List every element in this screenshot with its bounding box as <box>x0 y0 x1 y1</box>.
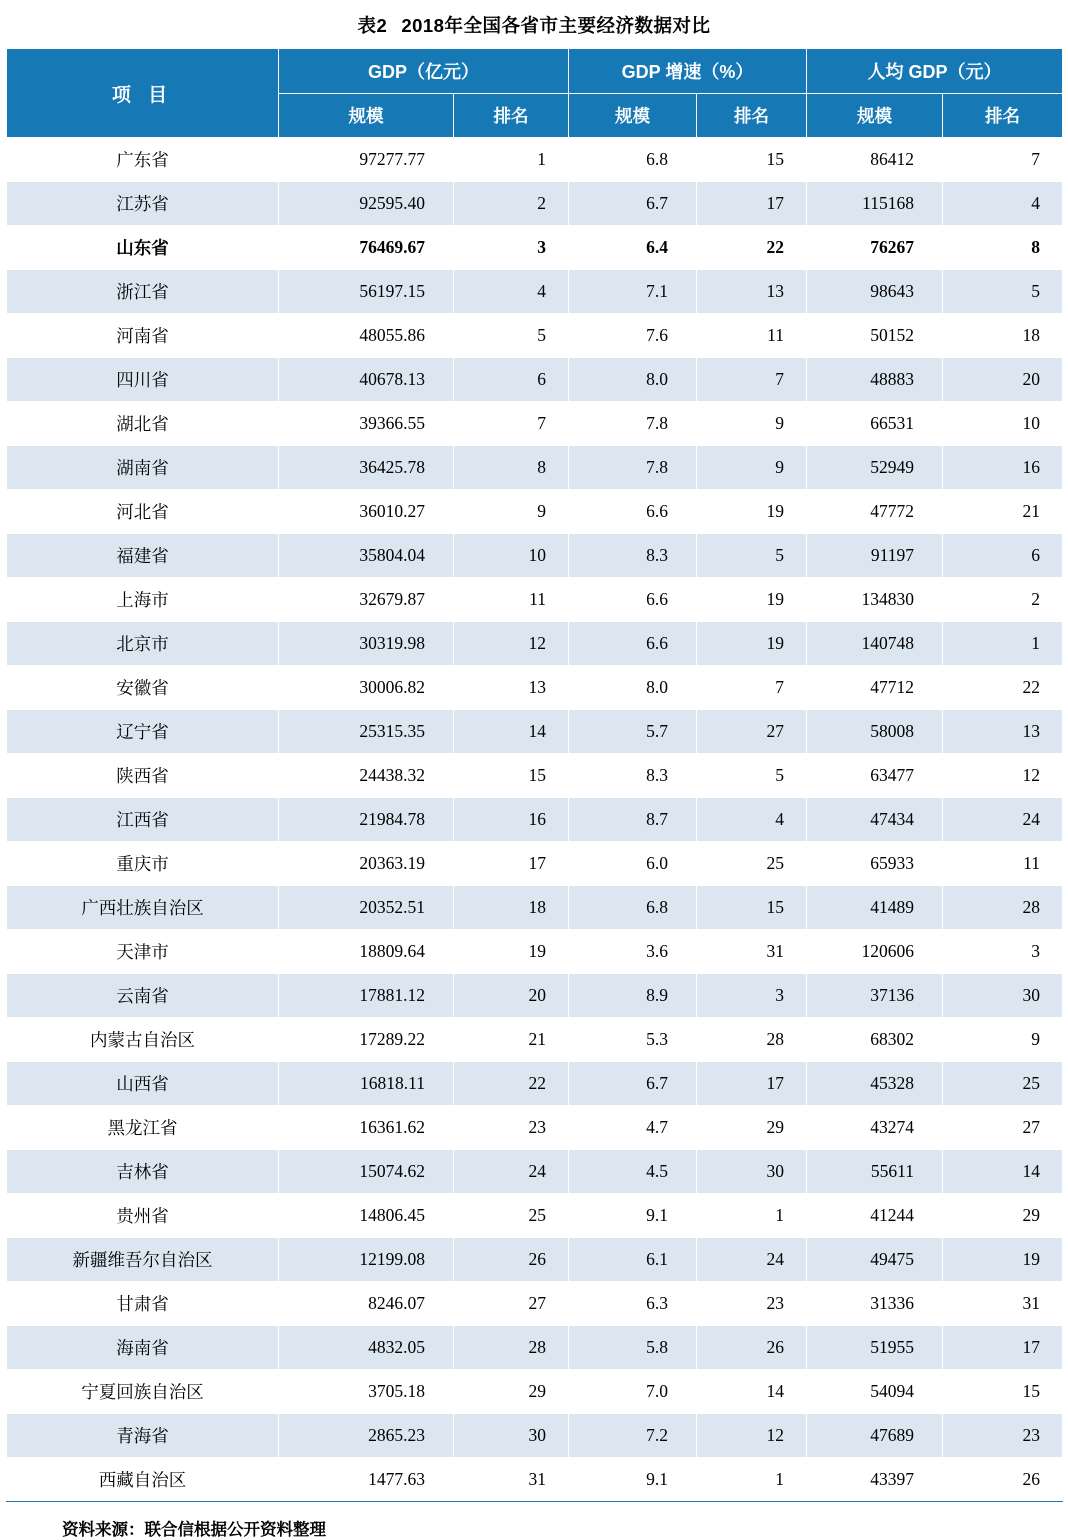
row-growth-rank: 13 <box>697 270 807 314</box>
row-percapita-value: 47772 <box>807 490 943 534</box>
row-percapita-rank: 11 <box>943 842 1063 886</box>
row-percapita-value: 63477 <box>807 754 943 798</box>
table-row <box>7 1238 1063 1282</box>
row-province-name: 江苏省 <box>7 182 279 226</box>
row-gdp-rank: 3 <box>454 226 569 270</box>
row-growth-rank: 7 <box>697 666 807 710</box>
row-percapita-value: 86412 <box>807 138 943 182</box>
row-gdp-rank: 11 <box>454 578 569 622</box>
row-gdp-value: 35804.04 <box>279 534 454 578</box>
row-growth-value: 6.6 <box>569 622 697 666</box>
row-growth-value: 5.7 <box>569 710 697 754</box>
table-row <box>7 974 1063 1018</box>
row-gdp-value: 17881.12 <box>279 974 454 1018</box>
table-row <box>7 578 1063 622</box>
row-gdp-rank: 15 <box>454 754 569 798</box>
table-row <box>7 490 1063 534</box>
row-growth-value: 7.6 <box>569 314 697 358</box>
row-percapita-rank: 4 <box>943 182 1063 226</box>
header-item: 项 目 <box>7 49 279 138</box>
row-growth-value: 6.4 <box>569 226 697 270</box>
row-province-name: 江西省 <box>7 798 279 842</box>
row-growth-value: 8.0 <box>569 666 697 710</box>
table-row <box>7 710 1063 754</box>
table-row <box>7 402 1063 446</box>
row-gdp-rank: 5 <box>454 314 569 358</box>
row-growth-value: 7.8 <box>569 446 697 490</box>
row-province-name: 浙江省 <box>7 270 279 314</box>
row-gdp-rank: 30 <box>454 1414 569 1458</box>
row-growth-rank: 19 <box>697 622 807 666</box>
row-gdp-rank: 14 <box>454 710 569 754</box>
table-row <box>7 886 1063 930</box>
row-gdp-rank: 6 <box>454 358 569 402</box>
table-row <box>7 1194 1063 1238</box>
row-province-name: 天津市 <box>7 930 279 974</box>
row-percapita-value: 140748 <box>807 622 943 666</box>
row-gdp-value: 36425.78 <box>279 446 454 490</box>
table-header-row-groups <box>7 49 1063 94</box>
row-gdp-rank: 23 <box>454 1106 569 1150</box>
row-growth-rank: 22 <box>697 226 807 270</box>
row-percapita-value: 120606 <box>807 930 943 974</box>
table-caption-number: 表2 <box>357 15 388 36</box>
row-gdp-rank: 4 <box>454 270 569 314</box>
row-gdp-value: 76469.67 <box>279 226 454 270</box>
row-province-name: 北京市 <box>7 622 279 666</box>
row-growth-value: 5.3 <box>569 1018 697 1062</box>
row-gdp-value: 40678.13 <box>279 358 454 402</box>
row-province-name: 山西省 <box>7 1062 279 1106</box>
row-growth-rank: 14 <box>697 1370 807 1414</box>
row-growth-value: 6.6 <box>569 490 697 534</box>
row-growth-value: 8.3 <box>569 754 697 798</box>
row-growth-value: 6.6 <box>569 578 697 622</box>
row-growth-value: 8.7 <box>569 798 697 842</box>
row-gdp-rank: 12 <box>454 622 569 666</box>
row-gdp-value: 48055.86 <box>279 314 454 358</box>
row-gdp-value: 24438.32 <box>279 754 454 798</box>
row-growth-rank: 24 <box>697 1238 807 1282</box>
row-province-name: 海南省 <box>7 1326 279 1370</box>
row-growth-rank: 29 <box>697 1106 807 1150</box>
row-growth-value: 6.0 <box>569 842 697 886</box>
row-percapita-rank: 26 <box>943 1458 1063 1502</box>
row-growth-rank: 19 <box>697 578 807 622</box>
row-percapita-value: 58008 <box>807 710 943 754</box>
row-gdp-value: 14806.45 <box>279 1194 454 1238</box>
row-gdp-rank: 17 <box>454 842 569 886</box>
row-gdp-rank: 2 <box>454 182 569 226</box>
row-percapita-value: 41244 <box>807 1194 943 1238</box>
row-growth-rank: 7 <box>697 358 807 402</box>
row-percapita-rank: 14 <box>943 1150 1063 1194</box>
row-growth-rank: 5 <box>697 754 807 798</box>
row-growth-rank: 4 <box>697 798 807 842</box>
row-gdp-value: 12199.08 <box>279 1238 454 1282</box>
header-group-gdp-per-capita: 人均 GDP（元） <box>807 49 1063 94</box>
row-percapita-rank: 1 <box>943 622 1063 666</box>
row-growth-value: 7.1 <box>569 270 697 314</box>
row-percapita-rank: 20 <box>943 358 1063 402</box>
row-growth-value: 4.7 <box>569 1106 697 1150</box>
row-province-name: 甘肃省 <box>7 1282 279 1326</box>
row-percapita-rank: 17 <box>943 1326 1063 1370</box>
row-gdp-rank: 29 <box>454 1370 569 1414</box>
row-percapita-rank: 16 <box>943 446 1063 490</box>
row-gdp-rank: 26 <box>454 1238 569 1282</box>
row-growth-value: 3.6 <box>569 930 697 974</box>
row-percapita-value: 31336 <box>807 1282 943 1326</box>
row-province-name: 安徽省 <box>7 666 279 710</box>
row-gdp-rank: 24 <box>454 1150 569 1194</box>
row-province-name: 上海市 <box>7 578 279 622</box>
row-province-name: 黑龙江省 <box>7 1106 279 1150</box>
table-row <box>7 666 1063 710</box>
row-gdp-value: 36010.27 <box>279 490 454 534</box>
table-row <box>7 182 1063 226</box>
row-gdp-value: 8246.07 <box>279 1282 454 1326</box>
row-province-name: 贵州省 <box>7 1194 279 1238</box>
row-growth-rank: 31 <box>697 930 807 974</box>
row-gdp-value: 15074.62 <box>279 1150 454 1194</box>
row-gdp-value: 32679.87 <box>279 578 454 622</box>
row-percapita-value: 50152 <box>807 314 943 358</box>
row-province-name: 云南省 <box>7 974 279 1018</box>
row-province-name: 河北省 <box>7 490 279 534</box>
row-growth-rank: 12 <box>697 1414 807 1458</box>
row-growth-rank: 9 <box>697 446 807 490</box>
table-row <box>7 1106 1063 1150</box>
row-growth-rank: 26 <box>697 1326 807 1370</box>
row-growth-value: 6.1 <box>569 1238 697 1282</box>
row-province-name: 青海省 <box>7 1414 279 1458</box>
row-province-name: 河南省 <box>7 314 279 358</box>
row-gdp-rank: 25 <box>454 1194 569 1238</box>
row-percapita-value: 54094 <box>807 1370 943 1414</box>
table-row <box>7 622 1063 666</box>
row-growth-rank: 19 <box>697 490 807 534</box>
row-percapita-rank: 6 <box>943 534 1063 578</box>
row-percapita-rank: 7 <box>943 138 1063 182</box>
row-province-name: 内蒙古自治区 <box>7 1018 279 1062</box>
row-gdp-rank: 31 <box>454 1458 569 1502</box>
row-growth-rank: 25 <box>697 842 807 886</box>
row-percapita-value: 49475 <box>807 1238 943 1282</box>
table-row <box>7 930 1063 974</box>
row-gdp-rank: 8 <box>454 446 569 490</box>
table-row <box>7 798 1063 842</box>
row-province-name: 陕西省 <box>7 754 279 798</box>
row-growth-value: 6.3 <box>569 1282 697 1326</box>
row-gdp-value: 3705.18 <box>279 1370 454 1414</box>
row-percapita-rank: 3 <box>943 930 1063 974</box>
row-growth-rank: 30 <box>697 1150 807 1194</box>
header-group-gdp: GDP（亿元） <box>279 49 569 94</box>
table-caption-title: 2018年全国各省市主要经济数据对比 <box>401 15 711 36</box>
row-growth-value: 9.1 <box>569 1458 697 1502</box>
row-percapita-rank: 30 <box>943 974 1063 1018</box>
row-percapita-value: 55611 <box>807 1150 943 1194</box>
row-percapita-value: 65933 <box>807 842 943 886</box>
row-percapita-value: 43274 <box>807 1106 943 1150</box>
table-row <box>7 226 1063 270</box>
table-row <box>7 1062 1063 1106</box>
row-province-name: 广西壮族自治区 <box>7 886 279 930</box>
row-growth-rank: 9 <box>697 402 807 446</box>
row-percapita-value: 37136 <box>807 974 943 1018</box>
row-growth-value: 6.8 <box>569 886 697 930</box>
row-percapita-value: 66531 <box>807 402 943 446</box>
row-percapita-rank: 12 <box>943 754 1063 798</box>
row-growth-rank: 17 <box>697 1062 807 1106</box>
row-gdp-rank: 16 <box>454 798 569 842</box>
row-percapita-rank: 18 <box>943 314 1063 358</box>
row-percapita-value: 48883 <box>807 358 943 402</box>
row-percapita-value: 98643 <box>807 270 943 314</box>
row-percapita-value: 47712 <box>807 666 943 710</box>
row-growth-value: 7.0 <box>569 1370 697 1414</box>
row-percapita-rank: 10 <box>943 402 1063 446</box>
row-growth-value: 6.7 <box>569 1062 697 1106</box>
row-percapita-rank: 8 <box>943 226 1063 270</box>
table-source-note: 资料来源：联合信根据公开资料整理 <box>62 1521 326 1539</box>
row-growth-value: 8.3 <box>569 534 697 578</box>
row-growth-value: 4.5 <box>569 1150 697 1194</box>
header-gdp-value: 规模 <box>279 94 454 138</box>
row-percapita-rank: 25 <box>943 1062 1063 1106</box>
row-province-name: 湖北省 <box>7 402 279 446</box>
row-percapita-rank: 28 <box>943 886 1063 930</box>
header-percapita-value: 规模 <box>807 94 943 138</box>
row-gdp-value: 16818.11 <box>279 1062 454 1106</box>
row-gdp-value: 20352.51 <box>279 886 454 930</box>
row-province-name: 四川省 <box>7 358 279 402</box>
table-row <box>7 270 1063 314</box>
row-gdp-value: 97277.77 <box>279 138 454 182</box>
row-percapita-rank: 2 <box>943 578 1063 622</box>
row-growth-rank: 28 <box>697 1018 807 1062</box>
row-percapita-value: 51955 <box>807 1326 943 1370</box>
row-growth-rank: 17 <box>697 182 807 226</box>
row-growth-rank: 5 <box>697 534 807 578</box>
table-row <box>7 1458 1063 1502</box>
row-gdp-value: 30319.98 <box>279 622 454 666</box>
row-percapita-value: 41489 <box>807 886 943 930</box>
row-percapita-rank: 29 <box>943 1194 1063 1238</box>
row-gdp-rank: 7 <box>454 402 569 446</box>
row-percapita-value: 91197 <box>807 534 943 578</box>
row-growth-rank: 11 <box>697 314 807 358</box>
row-gdp-value: 4832.05 <box>279 1326 454 1370</box>
row-gdp-value: 18809.64 <box>279 930 454 974</box>
table-row <box>7 446 1063 490</box>
row-growth-value: 7.8 <box>569 402 697 446</box>
row-percapita-rank: 5 <box>943 270 1063 314</box>
row-growth-rank: 15 <box>697 886 807 930</box>
table-row <box>7 1370 1063 1414</box>
row-percapita-value: 52949 <box>807 446 943 490</box>
row-growth-value: 6.7 <box>569 182 697 226</box>
table-body <box>7 138 1063 1502</box>
row-gdp-value: 30006.82 <box>279 666 454 710</box>
row-percapita-rank: 23 <box>943 1414 1063 1458</box>
row-province-name: 山东省 <box>7 226 279 270</box>
row-percapita-rank: 31 <box>943 1282 1063 1326</box>
header-percapita-rank: 排名 <box>943 94 1063 138</box>
row-growth-rank: 1 <box>697 1458 807 1502</box>
row-growth-value: 8.0 <box>569 358 697 402</box>
table-caption <box>6 6 1062 48</box>
row-growth-value: 5.8 <box>569 1326 697 1370</box>
table-row <box>7 138 1063 182</box>
table-row <box>7 1326 1063 1370</box>
row-gdp-value: 17289.22 <box>279 1018 454 1062</box>
row-percapita-value: 68302 <box>807 1018 943 1062</box>
table-row <box>7 358 1063 402</box>
row-gdp-rank: 18 <box>454 886 569 930</box>
table-row <box>7 1414 1063 1458</box>
row-gdp-value: 92595.40 <box>279 182 454 226</box>
row-province-name: 广东省 <box>7 138 279 182</box>
economic-data-table <box>6 48 1063 1502</box>
row-growth-value: 8.9 <box>569 974 697 1018</box>
row-percapita-value: 115168 <box>807 182 943 226</box>
row-gdp-value: 16361.62 <box>279 1106 454 1150</box>
row-province-name: 吉林省 <box>7 1150 279 1194</box>
row-percapita-rank: 9 <box>943 1018 1063 1062</box>
row-gdp-rank: 19 <box>454 930 569 974</box>
header-gdp-rank: 排名 <box>454 94 569 138</box>
row-percapita-value: 76267 <box>807 226 943 270</box>
row-percapita-value: 47434 <box>807 798 943 842</box>
row-gdp-rank: 9 <box>454 490 569 534</box>
row-growth-rank: 3 <box>697 974 807 1018</box>
row-gdp-rank: 13 <box>454 666 569 710</box>
row-percapita-rank: 27 <box>943 1106 1063 1150</box>
row-growth-value: 7.2 <box>569 1414 697 1458</box>
row-gdp-value: 56197.15 <box>279 270 454 314</box>
table-row <box>7 1282 1063 1326</box>
row-percapita-rank: 21 <box>943 490 1063 534</box>
row-gdp-value: 39366.55 <box>279 402 454 446</box>
row-province-name: 湖南省 <box>7 446 279 490</box>
row-percapita-value: 134830 <box>807 578 943 622</box>
row-gdp-value: 20363.19 <box>279 842 454 886</box>
row-province-name: 辽宁省 <box>7 710 279 754</box>
table-header <box>7 49 1063 138</box>
row-province-name: 福建省 <box>7 534 279 578</box>
row-growth-rank: 1 <box>697 1194 807 1238</box>
row-gdp-rank: 27 <box>454 1282 569 1326</box>
row-percapita-rank: 22 <box>943 666 1063 710</box>
row-gdp-rank: 28 <box>454 1326 569 1370</box>
table-row <box>7 1018 1063 1062</box>
row-growth-rank: 27 <box>697 710 807 754</box>
row-gdp-rank: 1 <box>454 138 569 182</box>
row-gdp-rank: 21 <box>454 1018 569 1062</box>
row-percapita-rank: 19 <box>943 1238 1063 1282</box>
row-gdp-rank: 20 <box>454 974 569 1018</box>
row-growth-rank: 23 <box>697 1282 807 1326</box>
row-gdp-rank: 10 <box>454 534 569 578</box>
row-growth-value: 6.8 <box>569 138 697 182</box>
table-row <box>7 534 1063 578</box>
row-percapita-value: 45328 <box>807 1062 943 1106</box>
row-province-name: 新疆维吾尔自治区 <box>7 1238 279 1282</box>
row-gdp-value: 21984.78 <box>279 798 454 842</box>
row-gdp-value: 2865.23 <box>279 1414 454 1458</box>
row-province-name: 西藏自治区 <box>7 1458 279 1502</box>
header-growth-value: 规模 <box>569 94 697 138</box>
header-growth-rank: 排名 <box>697 94 807 138</box>
row-province-name: 宁夏回族自治区 <box>7 1370 279 1414</box>
table-row <box>7 1150 1063 1194</box>
row-province-name: 重庆市 <box>7 842 279 886</box>
row-percapita-rank: 24 <box>943 798 1063 842</box>
row-growth-value: 9.1 <box>569 1194 697 1238</box>
row-percapita-rank: 15 <box>943 1370 1063 1414</box>
row-percapita-value: 43397 <box>807 1458 943 1502</box>
row-percapita-value: 47689 <box>807 1414 943 1458</box>
row-percapita-rank: 13 <box>943 710 1063 754</box>
row-gdp-rank: 22 <box>454 1062 569 1106</box>
table-row <box>7 754 1063 798</box>
row-gdp-value: 1477.63 <box>279 1458 454 1502</box>
table-row <box>7 842 1063 886</box>
table-row <box>7 314 1063 358</box>
header-group-gdp-growth: GDP 增速（%） <box>569 49 807 94</box>
row-gdp-value: 25315.35 <box>279 710 454 754</box>
row-growth-rank: 15 <box>697 138 807 182</box>
